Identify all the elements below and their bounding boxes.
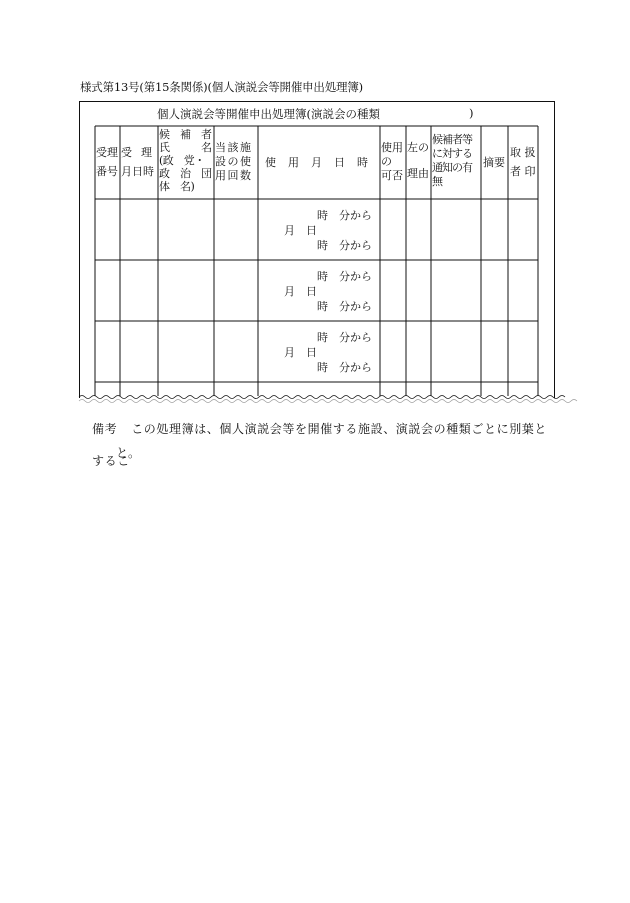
header-notice-l4: 無 bbox=[432, 175, 443, 188]
row2-from-time: 時 分から bbox=[317, 270, 372, 283]
note-label: 備考 bbox=[92, 422, 118, 436]
header-notice-l3: 通知の有 bbox=[432, 161, 472, 174]
header-receipt-number-bottom: 番号 bbox=[96, 165, 118, 178]
header-reason-l1: 左の bbox=[407, 141, 429, 154]
header-receipt-datetime-top: 受 理 bbox=[121, 146, 151, 159]
row3-to-time: 時 分から bbox=[317, 361, 372, 374]
header-approval-l3: 可否 bbox=[381, 169, 403, 182]
header-candidate-l3: (政 党・ bbox=[159, 154, 205, 167]
header-approval-l2: の bbox=[381, 155, 392, 168]
header-remarks: 摘要 bbox=[483, 156, 505, 169]
header-notice-l2: に対する bbox=[432, 147, 472, 160]
header-usage-count-l2: 設 の 使 bbox=[215, 155, 250, 168]
row1-date: 月 日 bbox=[284, 224, 317, 237]
row1-to-time: 時 分から bbox=[317, 239, 372, 252]
header-receipt-datetime-bottom: 月日時 bbox=[121, 165, 154, 178]
table-title-close: ) bbox=[469, 106, 474, 120]
header-reason-l2: 理由 bbox=[407, 167, 429, 180]
header-usage-datetime: 使 用 月 日 時 bbox=[265, 156, 369, 169]
row3-from-time: 時 分から bbox=[317, 331, 372, 344]
torn-edge bbox=[79, 396, 565, 399]
header-usage-count-l3: 用 回 数 bbox=[215, 169, 250, 182]
header-approval-l1: 使用 bbox=[381, 141, 403, 154]
header-notice-l1: 候補者等 bbox=[432, 133, 472, 146]
header-receipt-number-top: 受理 bbox=[96, 146, 118, 159]
header-candidate-l1: 候 補 者 bbox=[159, 128, 212, 141]
header-usage-count-l1: 当 該 施 bbox=[215, 141, 250, 154]
note-paragraph bbox=[92, 413, 554, 477]
row2-to-time: 時 分から bbox=[317, 300, 372, 313]
note-continuation: と。 bbox=[116, 446, 141, 460]
table-title-text: 個人演説会等開催申出処理簿(演説会の種類 bbox=[157, 107, 380, 121]
row1-from-time: 時 分から bbox=[317, 209, 372, 222]
header-handler-seal-l1: 取 扱 bbox=[510, 146, 536, 159]
form-label: 様式第13号(第15条関係)(個人演説会等開催申出処理簿) bbox=[80, 80, 363, 94]
header-candidate-l2: 氏 名 bbox=[159, 141, 212, 154]
header-candidate-l4: 政 治 団 bbox=[159, 167, 212, 180]
row3-date: 月 日 bbox=[284, 346, 317, 359]
note-text: この処理簿は、個人演説会等を開催する施設、演説会の種類ごとに別葉とするこ bbox=[92, 422, 548, 468]
header-candidate-l5: 体 名) bbox=[159, 180, 195, 193]
header-handler-seal-l2: 者 印 bbox=[510, 165, 536, 178]
row2-date: 月 日 bbox=[284, 285, 317, 298]
